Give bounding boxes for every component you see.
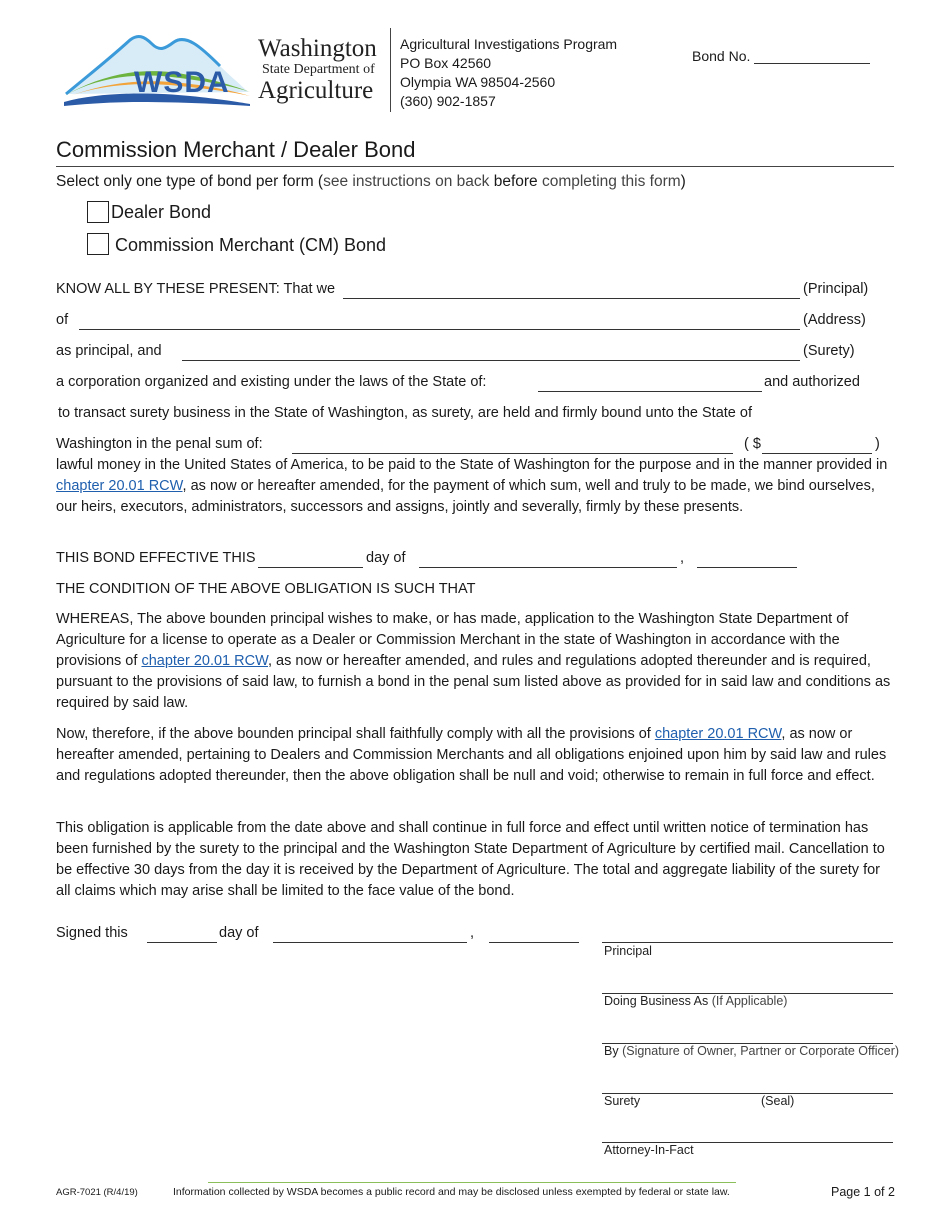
address-tag: (Address) <box>803 312 866 328</box>
paragraph-text: WHEREAS, The above bounden principal wishes to make, or has made, application to the Washington State Department of Agriculture for a license to operate as a Dealer or Commission Merchant in the state of Washington in accordance with the provisions of <box>56 611 849 669</box>
state-field[interactable] <box>538 391 762 392</box>
bond-no-field[interactable] <box>754 63 870 64</box>
address-field[interactable] <box>79 329 800 330</box>
dba-text: Doing Business As <box>604 994 709 1008</box>
agency-line-1: Washington <box>258 35 377 62</box>
by-label <box>604 1044 899 1058</box>
effective-comma: , <box>680 550 685 566</box>
principal-signature-line[interactable] <box>602 942 893 943</box>
form-id: AGR-7021 (R/4/19) <box>56 1187 138 1198</box>
dollar-open: ( $ <box>744 436 761 452</box>
effective-month-field[interactable] <box>419 567 677 568</box>
penal-sum-label: Washington in the penal sum of: <box>56 436 263 452</box>
instruction-part: completing this form <box>537 173 681 190</box>
as-principal-label: as principal, and <box>56 343 162 359</box>
bond-type-instruction <box>56 171 686 193</box>
surety-field[interactable] <box>182 360 800 361</box>
paragraph-text: , as now or hereafter amended, and rules and regulations adopted thereunder and is required, pursuant to the provisions of said law, to furnish a bond in the penal sum listed above as provided for in said law and conditions as required by said law. <box>56 653 891 711</box>
effective-label: THIS BOND EFFECTIVE THIS <box>56 550 256 566</box>
condition-heading: THE CONDITION OF THE ABOVE OBLIGATION IS SUCH THAT <box>56 581 476 597</box>
public-record-notice: Information collected by WSDA becomes a public record and may be disclosed unless exempted by federal or state law. <box>173 1186 730 1198</box>
address-line: Agricultural Investigations Program <box>400 36 618 52</box>
paragraph-text: lawful money in the United States of America, to be paid to the State of Washington for the purpose and in the manner provided in <box>56 457 888 473</box>
effective-day-of-label: day of <box>366 550 406 566</box>
effective-year-field[interactable] <box>697 567 797 568</box>
agency-line-2: State Department of <box>262 62 375 77</box>
whereas-paragraph <box>56 609 894 714</box>
now-therefore-paragraph <box>56 724 894 787</box>
dba-label <box>604 994 787 1008</box>
paragraph-text: , as now or hereafter amended, pertaining to Dealers and Commission Merchants and all obligations enjoined upon him by said law and rules and regulations adopted thereunder, then the above obligation shall be null and void; otherwise to remain in full force and effect. <box>56 726 887 784</box>
of-label: of <box>56 312 69 328</box>
effective-day-field[interactable] <box>258 567 363 568</box>
rcw-link[interactable]: chapter 20.01 RCW <box>654 726 782 742</box>
by-text: By <box>604 1044 619 1058</box>
cm-bond-checkbox[interactable] <box>87 233 109 255</box>
dealer-bond-label: Dealer Bond <box>111 202 212 222</box>
signed-month-field[interactable] <box>273 942 467 943</box>
paragraph-text: , as now or hereafter amended, for the payment of which sum, well and truly to be made, we bind ourselves, our heirs, executors, administrators, successors and assigns, jointly and severally, firmly by these presents. <box>56 478 875 515</box>
corporation-label: a corporation organized and existing under the laws of the State of: <box>56 374 487 390</box>
surety-signature-line[interactable] <box>602 1093 893 1094</box>
title-rule <box>56 166 894 167</box>
and-authorized-label: and authorized <box>764 374 860 390</box>
rcw-link[interactable]: chapter 20.01 RCW <box>56 478 183 494</box>
agency-line-3: Agriculture <box>258 77 374 104</box>
signed-day-field[interactable] <box>147 942 217 943</box>
header-divider <box>390 28 391 112</box>
obligation-paragraph: This obligation is applicable from the date above and shall continue in full force and effect until written notice of termination has been furnished by the surety to the principal and the Washington State Department of Agriculture by certified mail. Cancellation to be effective 30 days from the day it is received by the Department of Agriculture. The total and aggregate liability of the surety for all claims which may arise shall be limited to the face value of the bond. <box>56 820 885 899</box>
footer-rule <box>208 1182 736 1183</box>
paragraph-text: Now, therefore, if the above bounden principal shall faithfully comply with all the provisions of <box>56 726 655 742</box>
principal-field[interactable] <box>343 298 800 299</box>
dealer-bond-checkbox[interactable] <box>87 201 109 223</box>
instruction-part: ) <box>680 173 686 190</box>
signed-comma: , <box>470 925 475 941</box>
signed-year-field[interactable] <box>489 942 579 943</box>
principal-tag: (Principal) <box>803 281 869 297</box>
surety-label: Surety <box>604 1094 641 1108</box>
instruction-part: see instructions on back <box>323 173 494 190</box>
principal-label: Principal <box>604 944 652 958</box>
signed-this-label: Signed this <box>56 925 128 941</box>
dollar-close: ) <box>875 436 880 452</box>
page-number: Page 1 of 2 <box>831 1185 895 1199</box>
bond-no-label: Bond No. <box>692 48 751 64</box>
cm-bond-label: Commission Merchant (CM) Bond <box>115 235 387 255</box>
wsda-logo <box>60 26 252 108</box>
rcw-link[interactable]: chapter 20.01 RCW <box>141 653 268 669</box>
instruction-part: Select only one type of bond per form ( <box>56 173 324 190</box>
surety-tag: (Surety) <box>803 343 855 359</box>
form-title: Commission Merchant / Dealer Bond <box>56 137 416 162</box>
lawful-money-paragraph <box>56 455 894 518</box>
by-note: (Signature of Owner, Partner or Corporate Officer) <box>622 1044 900 1058</box>
penal-sum-words-field[interactable] <box>292 453 733 454</box>
program-address <box>400 35 617 111</box>
instruction-emphasis: before <box>493 173 538 190</box>
seal-label: (Seal) <box>761 1094 795 1108</box>
attorney-label: Attorney-In-Fact <box>604 1143 694 1157</box>
address-line: Olympia WA 98504-2560 <box>400 74 556 90</box>
penal-sum-amount-field[interactable] <box>762 453 872 454</box>
address-line: PO Box 42560 <box>400 55 492 71</box>
address-line: (360) 902-1857 <box>400 93 496 109</box>
transact-text: to transact surety business in the State of Washington, as surety, are held and firmly bound unto the State of <box>58 405 752 421</box>
logo-text: WSDA <box>134 66 230 99</box>
signed-day-of-label: day of <box>219 925 259 941</box>
know-all-label: KNOW ALL BY THESE PRESENT: That we <box>56 281 336 297</box>
dba-note: (If Applicable) <box>711 994 788 1008</box>
agency-name <box>258 36 377 104</box>
